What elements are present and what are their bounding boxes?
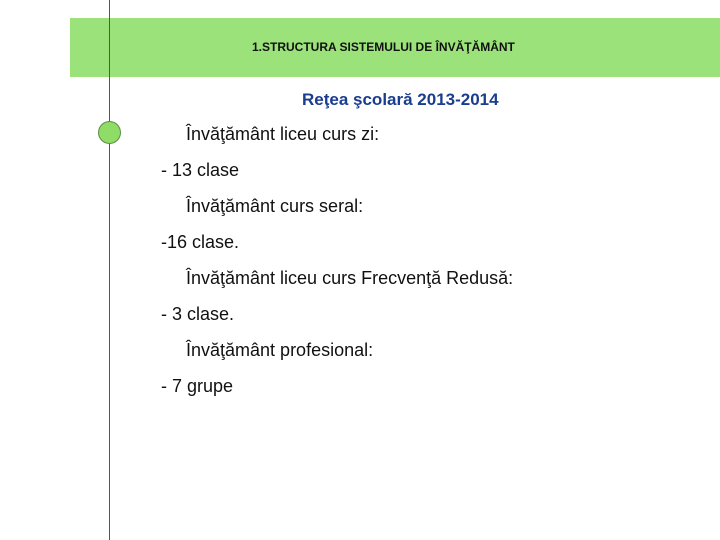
line-vocational-count: - 7 grupe bbox=[161, 376, 234, 396]
vertical-divider bbox=[109, 0, 110, 540]
line-evening-school: Învăţământ curs seral: bbox=[186, 196, 364, 216]
slide-header-title: 1.STRUCTURA SISTEMULUI DE ÎNVĂŢĂMÂNT bbox=[252, 40, 515, 54]
line-evening-school-count: -16 clase. bbox=[161, 232, 240, 252]
line-day-school-count: - 13 clase bbox=[161, 160, 240, 180]
line-vocational: Învăţământ profesional: bbox=[186, 340, 374, 360]
line-reduced-frequency: Învăţământ liceu curs Frecvenţă Redusă: bbox=[186, 268, 514, 288]
green-circle-bullet bbox=[98, 121, 121, 144]
slide-subtitle: Reţea şcolară 2013-2014 bbox=[302, 90, 499, 109]
line-day-school: Învăţământ liceu curs zi: bbox=[186, 124, 380, 144]
line-reduced-frequency-count: - 3 clase. bbox=[161, 304, 235, 324]
